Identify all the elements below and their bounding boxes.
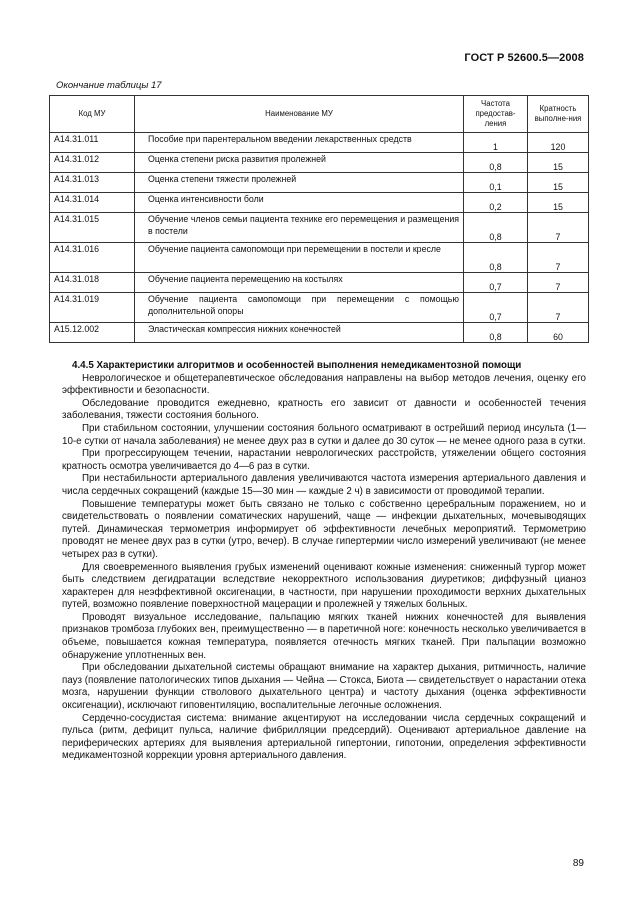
paragraph: Проводят визуальное исследование, пальпацию мягких тканей нижних конечностей для выявления признаков тромбоза глубоких вен, преимущественно — в паретичной ноге: конечность несколько увеличивается в объеме, повышается кожная температура, появляется отечность мягких тканей. При пальпации возможно обнаружение уплотненных вен. (62, 611, 586, 661)
table-row (50, 293, 589, 323)
table-row (50, 273, 589, 293)
table-header-row (50, 96, 589, 133)
table-row (50, 153, 589, 173)
section-title: 4.4.5 Характеристики алгоритмов и особенностей выполнения немедикаментозной помощи (72, 360, 522, 371)
paragraph: Обследование проводится ежедневно, кратность его зависит от давности и особенностей течения заболевания, тяжести состояния больного. (62, 397, 586, 422)
table-row (50, 243, 589, 273)
document-id: ГОСТ Р 52600.5—2008 (464, 52, 584, 64)
cell-code: A14.31.012 (50, 153, 135, 173)
cell-frequency: 0,8 (464, 213, 528, 243)
cell-multiplicity: 7 (528, 273, 589, 293)
cell-multiplicity: 120 (528, 133, 589, 153)
cell-multiplicity: 15 (528, 193, 589, 213)
cell-name: Обучение пациента самопомощи при перемещении в постели и кресле (135, 243, 464, 273)
cell-frequency: 0,1 (464, 173, 528, 193)
cell-frequency: 0,8 (464, 243, 528, 273)
services-table (49, 95, 589, 343)
column-header-code: Код МУ (50, 96, 135, 133)
cell-multiplicity: 15 (528, 153, 589, 173)
paragraph: При обследовании дыхательной системы обращают внимание на характер дыхания, ритмичность, наличие пауз (появление патологических типов дыхания — Чейна — Стокса, Биота — свидетельствует о нарастании отека мозга, нарушении функции стволового дыхательного центра) и частоту дыхания (оценка эффективности оксигенации), исключают гиповентиляцию, воспалительные легочные осложнения. (62, 662, 586, 712)
cell-name: Обучение пациента самопомощи при перемещении с помощью дополнительной опоры (135, 293, 464, 323)
paragraph: Повышение температуры может быть связано не только с собственно церебральным поражением, но и свидетельствовать о появлении соматических нарушений, чаще — инфекции дыхательных, мочевыводящих путей. Динамическая термометрия информирует об эффективности лечебных мероприятий. Термометрию проводят не менее двух раз в сутки (утро, вечер). В случае гипертермии число измерений увеличивают (не менее четырех раз в сутки). (62, 498, 586, 560)
cell-multiplicity: 7 (528, 293, 589, 323)
column-header-name: Наименование МУ (135, 96, 464, 133)
table-row (50, 193, 589, 213)
paragraph: При нестабильности артериального давления увеличиваются частота измерения артериального давления и числа сердечных сокращений (каждые 15—30 мин — каждые 2 ч) в зависимости от проводимой терапии. (62, 473, 586, 497)
cell-code: A14.31.015 (50, 213, 135, 243)
cell-code: A14.31.018 (50, 273, 135, 293)
table-caption: Окончание таблицы 17 (56, 80, 162, 91)
cell-code: A14.31.014 (50, 193, 135, 213)
cell-code: A14.31.016 (50, 243, 135, 273)
cell-frequency: 0,8 (464, 323, 528, 343)
table-row (50, 213, 589, 243)
cell-multiplicity: 60 (528, 323, 589, 343)
cell-name: Оценка интенсивности боли (135, 193, 464, 213)
body-text (62, 360, 586, 763)
cell-multiplicity: 7 (528, 243, 589, 273)
paragraph: Неврологическое и общетерапевтическое обследования направлены на выбор методов лечения, оценку его эффективности и безопасности. (62, 372, 586, 397)
paragraph: При стабильном состоянии, улучшении состояния больного осматривают в острейший период инсульта (1—10-е сутки от начала заболевания) не менее двух раз в сутки и далее до 30 суток — не менее одного раза в сутки. (62, 422, 586, 447)
cell-frequency: 0,7 (464, 273, 528, 293)
cell-code: A15.12.002 (50, 323, 135, 343)
cell-frequency: 1 (464, 133, 528, 153)
table-row (50, 173, 589, 193)
cell-name: Оценка степени тяжести пролежней (135, 173, 464, 193)
cell-name: Оценка степени риска развития пролежней (135, 153, 464, 173)
cell-name: Обучение членов семьи пациента технике его перемещения и размещения в постели (135, 213, 464, 243)
paragraph: При прогрессирующем течении, нарастании неврологических расстройств, утяжелении общего состояния кратность осмотра увеличивается до 4—6 раз в сутки. (62, 448, 586, 472)
cell-name: Обучение пациента перемещению на костылях (135, 273, 464, 293)
paragraph: Для своевременного выявления грубых изменений оценивают кожные изменения: сниженный тургор может быть следствием дегидратации вследствие некорректного использования диуретиков; диффузный цианоз характерен для неэффективной оксигенации, в частности, при нарушении проходимости верхних дыхательных путей, возможно появление поверхностной мацерации и пролежней у тяжелых больных. (62, 561, 586, 611)
cell-multiplicity: 15 (528, 173, 589, 193)
cell-multiplicity: 7 (528, 213, 589, 243)
cell-code: A14.31.013 (50, 173, 135, 193)
table-row (50, 323, 589, 343)
cell-name: Пособие при парентеральном введении лекарственных средств (135, 133, 464, 153)
cell-frequency: 0,2 (464, 193, 528, 213)
cell-name: Эластическая компрессия нижних конечностей (135, 323, 464, 343)
column-header-multiplicity: Кратность выполне-ния (528, 96, 589, 133)
page-number: 89 (572, 858, 584, 869)
cell-frequency: 0,7 (464, 293, 528, 323)
cell-code: A14.31.019 (50, 293, 135, 323)
cell-code: A14.31.011 (50, 133, 135, 153)
cell-frequency: 0,8 (464, 153, 528, 173)
column-header-frequency: Частота предостав-ления (464, 96, 528, 133)
table-row (50, 133, 589, 153)
paragraph: Сердечно-сосудистая система: внимание акцентируют на исследовании числа сердечных сокращений и пульса (ритм, дефицит пульса, наличие фибрилляции предсердий). Оценивают артериальное давление на периферических артериях для выявления артериальной гипертонии, гипотонии, определения эффективности медикаментозной коррекции уровня артериального давления. (62, 712, 586, 762)
